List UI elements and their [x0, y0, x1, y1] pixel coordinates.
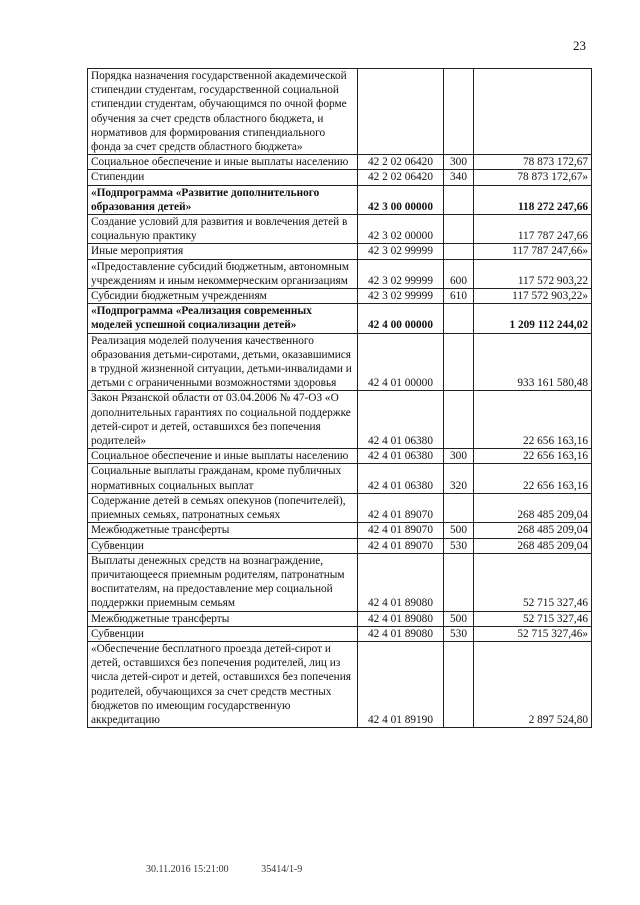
- row-code-cell: 42 3 02 00000: [358, 215, 444, 244]
- row-code-cell: 42 4 01 89080: [358, 611, 444, 626]
- budget-table-body: [88, 69, 592, 728]
- row-type-cell: 300: [444, 449, 474, 464]
- footer-datetime: 30.11.2016 15:21:00: [146, 864, 229, 875]
- table-row: [88, 185, 592, 214]
- row-name-cell: «Обеспечение бесплатного проезда детей-сирот и детей, оставшихся без попечения родителей, лиц из числа детей-сирот и детей, оставшихся без попечения родителей, обучающихся за счет средств местных бюджетов по имеющим государственную аккредитацию: [88, 641, 358, 727]
- row-type-cell: [444, 69, 474, 155]
- table-row: [88, 493, 592, 522]
- row-name-cell: «Предоставление субсидий бюджетным, автономным учреждениям и иным некоммерческим организациям: [88, 259, 358, 288]
- row-type-cell: 300: [444, 155, 474, 170]
- row-sum-cell: 933 161 580,48: [474, 333, 592, 391]
- row-type-cell: [444, 641, 474, 727]
- row-type-cell: 320: [444, 464, 474, 493]
- row-code-cell: 42 3 02 99999: [358, 259, 444, 288]
- row-code-cell: 42 3 02 99999: [358, 289, 444, 304]
- row-type-cell: [444, 304, 474, 333]
- table-row: [88, 538, 592, 553]
- row-sum-cell: 52 715 327,46: [474, 553, 592, 611]
- row-name-cell: Социальные выплаты гражданам, кроме публичных нормативных социальных выплат: [88, 464, 358, 493]
- row-type-cell: [444, 333, 474, 391]
- row-sum-cell: 22 656 163,16: [474, 449, 592, 464]
- row-sum-cell: 117 787 247,66: [474, 215, 592, 244]
- row-sum-cell: 268 485 209,04: [474, 493, 592, 522]
- row-code-cell: 42 2 02 06420: [358, 170, 444, 185]
- row-name-cell: Содержание детей в семьях опекунов (попечителей), приемных семьях, патронатных семьях: [88, 493, 358, 522]
- row-name-cell: Создание условий для развития и вовлечения детей в социальную практику: [88, 215, 358, 244]
- table-row: [88, 449, 592, 464]
- table-row: [88, 304, 592, 333]
- row-code-cell: 42 2 02 06420: [358, 155, 444, 170]
- row-type-cell: [444, 244, 474, 259]
- table-row: [88, 170, 592, 185]
- row-code-cell: 42 3 02 99999: [358, 244, 444, 259]
- row-name-cell: «Подпрограмма «Развитие дополнительного образования детей»: [88, 185, 358, 214]
- table-row: [88, 464, 592, 493]
- row-sum-cell: 117 787 247,66»: [474, 244, 592, 259]
- row-type-cell: 530: [444, 538, 474, 553]
- row-code-cell: 42 4 01 06380: [358, 449, 444, 464]
- row-code-cell: 42 4 01 89080: [358, 553, 444, 611]
- row-name-cell: Порядка назначения государственной академической стипендии студентам, государственной социальной стипендии студентам, обучающимся по очной форме обучения за счет средств областного бюджета, и нормативов для формирования стипендиального фонда за счет средств областного бюджета»: [88, 69, 358, 155]
- row-name-cell: Выплаты денежных средств на вознаграждение, причитающееся приемным родителям, патронатным воспитателям, на предоставление мер социальной поддержки приемным семьям: [88, 553, 358, 611]
- row-name-cell: Субвенции: [88, 626, 358, 641]
- row-sum-cell: [474, 69, 592, 155]
- row-name-cell: Стипендии: [88, 170, 358, 185]
- row-type-cell: 610: [444, 289, 474, 304]
- row-sum-cell: 117 572 903,22»: [474, 289, 592, 304]
- footer-doc-id: 35414/1-9: [261, 864, 303, 875]
- row-code-cell: 42 4 00 00000: [358, 304, 444, 333]
- row-sum-cell: 78 873 172,67: [474, 155, 592, 170]
- row-sum-cell: 1 209 112 244,02: [474, 304, 592, 333]
- row-name-cell: Субсидии бюджетным учреждениям: [88, 289, 358, 304]
- row-code-cell: 42 4 01 00000: [358, 333, 444, 391]
- row-sum-cell: 52 715 327,46: [474, 611, 592, 626]
- table-row: [88, 553, 592, 611]
- budget-table: [87, 68, 592, 728]
- row-code-cell: [358, 69, 444, 155]
- row-name-cell: Закон Рязанской области от 03.04.2006 № 47-ОЗ «О дополнительных гарантиях по социальной поддержке детей-сирот и детей, оставшихся без попечения родителей»: [88, 391, 358, 449]
- table-row: [88, 641, 592, 727]
- row-sum-cell: 268 485 209,04: [474, 538, 592, 553]
- row-type-cell: [444, 493, 474, 522]
- table-row: [88, 333, 592, 391]
- row-sum-cell: 117 572 903,22: [474, 259, 592, 288]
- row-sum-cell: 52 715 327,46»: [474, 626, 592, 641]
- row-type-cell: [444, 391, 474, 449]
- table-row: [88, 259, 592, 288]
- row-code-cell: 42 4 01 06380: [358, 464, 444, 493]
- row-code-cell: 42 3 00 00000: [358, 185, 444, 214]
- row-name-cell: «Подпрограмма «Реализация современных моделей успешной социализации детей»: [88, 304, 358, 333]
- row-code-cell: 42 4 01 89070: [358, 493, 444, 522]
- row-sum-cell: 268 485 209,04: [474, 523, 592, 538]
- row-code-cell: 42 4 01 89080: [358, 626, 444, 641]
- row-name-cell: Социальное обеспечение и иные выплаты населению: [88, 155, 358, 170]
- table-row: [88, 215, 592, 244]
- row-type-cell: 600: [444, 259, 474, 288]
- row-name-cell: Иные мероприятия: [88, 244, 358, 259]
- row-sum-cell: 2 897 524,80: [474, 641, 592, 727]
- table-row: [88, 523, 592, 538]
- row-type-cell: 500: [444, 611, 474, 626]
- row-code-cell: 42 4 01 89190: [358, 641, 444, 727]
- row-name-cell: Межбюджетные трансферты: [88, 523, 358, 538]
- row-type-cell: 340: [444, 170, 474, 185]
- row-type-cell: 500: [444, 523, 474, 538]
- page-number: 23: [573, 38, 586, 53]
- row-code-cell: 42 4 01 89070: [358, 523, 444, 538]
- footer: [146, 864, 332, 875]
- row-name-cell: Межбюджетные трансферты: [88, 611, 358, 626]
- row-code-cell: 42 4 01 89070: [358, 538, 444, 553]
- table-row: [88, 244, 592, 259]
- table-row: [88, 611, 592, 626]
- row-type-cell: [444, 185, 474, 214]
- row-sum-cell: 22 656 163,16: [474, 391, 592, 449]
- row-code-cell: 42 4 01 06380: [358, 391, 444, 449]
- row-sum-cell: 22 656 163,16: [474, 464, 592, 493]
- row-name-cell: Реализация моделей получения качественного образования детьми-сиротами, детьми, оказавшимися в трудной жизненной ситуации, детьми-инвалидами и детьми с ограниченными возможностями здоровья: [88, 333, 358, 391]
- row-type-cell: 530: [444, 626, 474, 641]
- row-type-cell: [444, 553, 474, 611]
- row-type-cell: [444, 215, 474, 244]
- row-name-cell: Субвенции: [88, 538, 358, 553]
- row-sum-cell: 78 873 172,67»: [474, 170, 592, 185]
- table-row: [88, 626, 592, 641]
- row-sum-cell: 118 272 247,66: [474, 185, 592, 214]
- table-row: [88, 69, 592, 155]
- table-row: [88, 155, 592, 170]
- row-name-cell: Социальное обеспечение и иные выплаты населению: [88, 449, 358, 464]
- table-row: [88, 289, 592, 304]
- table-row: [88, 391, 592, 449]
